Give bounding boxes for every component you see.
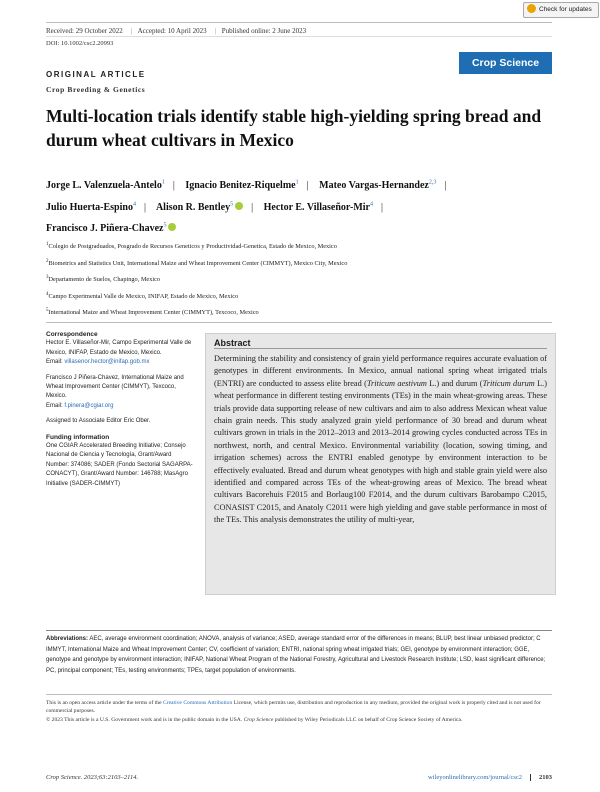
article-type: ORIGINAL ARTICLE	[46, 70, 146, 79]
published-date: Published online: 2 June 2023	[221, 27, 307, 35]
editor-note: Assigned to Associate Editor Eric Ober.	[46, 418, 151, 425]
abstract-heading: Abstract	[214, 338, 251, 348]
affiliation: $^2$Biometrics and Statistics Unit, International Maize and Wheat Improvement Center (CIMMYT), Mexico City, Mexico	[46, 258, 348, 267]
publication-dates: Received: 29 October 2022 | Accepted: 10 April 2023 | Published online: 2 June 2023	[46, 27, 307, 35]
footer-right	[378, 774, 552, 781]
author[interactable]: Mateo Vargas-Hernandez$^{2,3}$	[319, 180, 437, 192]
abstract-text: Determining the stability and consistency of grain yield performance requires accurate evaluation of genotypes in different environments. In Mexico, annual national spring wheat irrigated trials (ENTRI) are conducted to assess elite bread (Triticum aestivum L.) and durum (Triticum durum L.) wheat performance in different testing environments (TEs) in the main wheat-growing areas. These trials provide data supporting release of new cultivars and aim to also address Mexican wheat value chain grain needs. This study analyzed grain yield performance of 30 bread and durum wheat cultivars grown in trials in the 2012–2013 and 2013–2014 growing cycles conducted across TEs in northwest, north, and central Mexico. Environmental variability (location, sowing timing, and irrigation schemes) across the ENTRI enabled genotype by environment interaction to be effectively evaluated. Bread and durum wheat genotypes with high and stable grain yield were also identified and compared across TEs of the wheat-growing areas of Mexico. The bread wheat cultivars Bacorehuis F2015 and Borlaug100 F2014, and the durum cultivars Barobampo C2015, CONASIST C2015, and Anatoly C2011 were high yielding and gave stable performance in most of the TEs. This analysis demonstrates the utility of multi-year,	[214, 354, 547, 525]
author[interactable]: Jorge L. Valenzuela-Antelo$^1$	[46, 180, 165, 192]
article-title: Multi-location trials identify stable high-yielding spring bread and durum wheat cultivars in Mexico	[46, 106, 542, 150]
abbreviations: Abbreviations: AEC, average environment coordination; ANOVA, analysis of variance; ASED, average standard error of the differences in means; BLUP, best linear unbiased predictor; C IMMYT, International Maize and Wheat Improvement Center; CV, coefficient of variation; ENTRI, national spring wheat irrigated trials; GEI, genotype by environment interaction; GGE, genotype and genotype by environment interaction; INIFAP, National Wheat Program of the National Forestry, Agricultural and Livestock Research Institute; LSD, least significant difference; PC, principal component; TEs, testing environments; TPEs, target population of environments.	[46, 636, 546, 674]
section-label: Crop Breeding & Genetics	[46, 85, 146, 94]
check-for-updates-button[interactable]	[523, 2, 599, 18]
affiliations	[46, 238, 556, 321]
author[interactable]: Hector E. Villaseñor-Mir$^4$	[263, 201, 373, 213]
affiliation: $^3$Departamento de Suelos, Chapingo, Mexico	[46, 275, 161, 284]
accepted-date: Accepted: 10 April 2023	[137, 27, 207, 35]
license-text: This is an open access article under the terms of the Creative Commons Attribution License, which permits use, distribution and reproduction in any medium, provided the original work is properly cited and is not used for commercial purposes. © 2023 This article is a U.S. Government work and is in the public domain in the USA. Crop Science published by Wiley Periodicals LLC on behalf of Crop Science Society of America.	[46, 700, 541, 723]
doi[interactable]: DOI: 10.1002/csc2.20993	[46, 40, 114, 47]
email-link[interactable]: villasenor.hector@inifap.gob.mx	[64, 359, 150, 366]
author[interactable]: Ignacio Benitez-Riquelme$^1$	[185, 180, 299, 192]
orcid-icon[interactable]	[235, 202, 243, 210]
correspondence-block-1: Hector E. Villaseñor-Mir, Campo Experimental Valle de Mexico, INIFAP, Estado de Mexico, Mexico. Email: villasenor.hector@inifap.gob.mx	[46, 340, 192, 366]
affiliation: $^4$Campo Experimental Valle de Mexico, INIFAP, Estado de Mexico, Mexico	[46, 291, 239, 300]
received-date: Received: 29 October 2022	[46, 27, 123, 35]
email-link[interactable]: f.pinera@cgiar.org	[64, 402, 114, 409]
affiliation: $^1$Colegio de Postgraduados, Posgrado de Recursos Geneticos y Productividad-Genetica, Estado de Mexico, Mexico	[46, 242, 337, 251]
sidebar-column	[46, 330, 196, 495]
top-divider	[46, 22, 552, 23]
section-divider	[46, 322, 552, 323]
dates-divider	[46, 36, 552, 37]
license-divider	[46, 694, 552, 695]
abstract-box	[205, 333, 556, 595]
author-list: Jorge L. Valenzuela-Antelo$^1$ | Ignacio Benitez-Riquelme$^1$ | Mateo Vargas-Hernandez$^{2,3}$ | Julio Huerta-Espino$^4$ | Alison R. Bentley$^5$ | Hector E. Villaseñor-Mir$^4$ | Francisco J. Piñera-Chavez$^5$	[46, 180, 447, 234]
update-badge-icon	[527, 4, 536, 13]
author[interactable]: Alison R. Bentley$^5$	[156, 202, 243, 213]
page-number: 2103	[530, 774, 552, 781]
journal-url-link[interactable]: wileyonlinelibrary.com/journal/csc2	[428, 774, 522, 781]
funding-text: One CGIAR Accelerated Breeding Initiative; Consejo Nacional de Ciencia y Tecnología, Grant/Award Number: 374086; SADER (Fondo Sectorial SAGARPA-CONACYT), Grant/Award Number: 146788; MasAgro Initiative (SADER-CIMMYT)	[46, 443, 193, 487]
author[interactable]: Julio Huerta-Espino$^4$	[46, 201, 136, 213]
author[interactable]: Francisco J. Piñera-Chavez$^5$	[46, 223, 176, 234]
footer-citation: Crop Science. 2023;63:2103–2114.	[46, 774, 139, 781]
funding-heading: Funding information	[46, 433, 110, 441]
orcid-icon[interactable]	[168, 223, 176, 231]
journal-badge[interactable]: Crop Science	[459, 52, 552, 74]
correspondence-heading: Correspondence	[46, 331, 98, 338]
affiliation: $^5$International Maize and Wheat Improvement Center (CIMMYT), Texcoco, Mexico	[46, 308, 259, 317]
correspondence-block-2: Francisco J Piñera-Chavez, International Maize and Wheat Improvement Center (CIMMYT), Texcoco, Mexico. Email: f.pinera@cgiar.org	[46, 374, 184, 409]
check-for-updates-label: Check for updates	[539, 6, 592, 13]
abstract-rule	[214, 348, 547, 349]
abbreviations-divider	[46, 630, 552, 631]
cc-license-link[interactable]: Creative Commons Attribution	[162, 700, 233, 706]
